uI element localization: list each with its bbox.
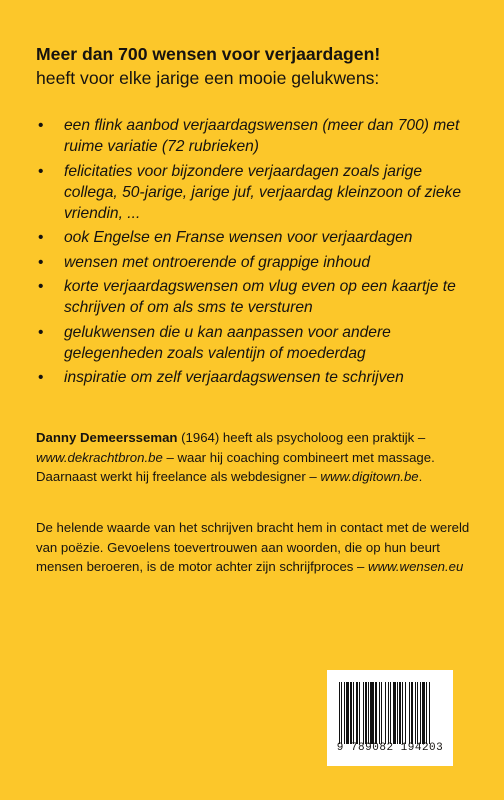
author-bio-poetry (36, 518, 476, 577)
bio-text-1: (1964) heeft als psycholoog een praktijk – (177, 430, 426, 445)
barcode-bar (409, 682, 410, 744)
barcode-bar (375, 682, 377, 744)
website-link-wensen: www.wensen.eu (368, 559, 464, 574)
list-item (36, 322, 476, 365)
bullet-icon: • (38, 278, 44, 296)
heading-block (36, 42, 476, 90)
barcode-bar (399, 682, 401, 744)
bio-text-2: – waar hij coaching combineert met massage. Daarnaast werkt hij freelance als webdesigner – (36, 449, 435, 484)
barcode-bar (344, 682, 345, 744)
list-item-text: felicitaties voor bijzondere verjaardagen zoals jarige collega, 50-jarige, jarige juf, verjaardag kleinzoon of zieke vriendin, ... (64, 162, 462, 223)
bullet-icon: • (38, 323, 44, 341)
list-item-text: korte verjaardagswensen om vlug even op een kaartje te schrijven of om als sms te versturen (64, 278, 456, 317)
barcode-bar (429, 682, 430, 744)
barcode-bar (415, 682, 416, 744)
website-link-digitown: www.digitown.be (320, 469, 419, 484)
barcode-bar (346, 682, 349, 744)
barcode-bar (350, 682, 352, 744)
list-item (36, 252, 476, 273)
barcode-bar (365, 682, 367, 744)
bullet-icon: • (38, 162, 44, 180)
bullet-icon: • (38, 369, 44, 387)
barcode-bar (405, 682, 406, 744)
barcode-bar (368, 682, 369, 744)
barcode-bar (359, 682, 360, 744)
bullet-icon: • (38, 253, 44, 271)
barcode-bar (390, 682, 391, 744)
list-item-text: ook Engelse en Franse wensen voor verjaardagen (64, 229, 413, 247)
bio2-text: De helende waarde van het schrijven bracht hem in contact met de wereld van poëzie. Gevoelens toevertrouwen aan woorden, die op hun beurt mensen beroeren, is de motor achter zijn schrijfproces – (36, 520, 470, 574)
barcode-bar (381, 682, 382, 744)
list-item-text: inspiratie om zelf verjaardagswensen te schrijven (64, 369, 404, 387)
barcode-bar (397, 682, 398, 744)
barcode-bar (411, 682, 413, 744)
barcode-bar (363, 682, 364, 744)
bullet-icon: • (38, 229, 44, 247)
barcode-bar (402, 682, 403, 744)
list-item (36, 367, 476, 388)
list-item (36, 276, 476, 319)
feature-list (36, 115, 476, 392)
barcode-bar (370, 682, 374, 744)
author-bio (36, 428, 476, 487)
bullet-icon: • (38, 117, 44, 134)
list-item-text: een flink aanbod verjaardagswensen (meer dan 700) met ruime variatie (72 rubrieken) (64, 117, 460, 156)
barcode-bar (356, 682, 358, 744)
barcode-bar (341, 682, 342, 744)
barcode-bar (353, 682, 354, 744)
barcode-bar (388, 682, 389, 744)
barcode-bar (426, 682, 427, 744)
heading-subtitle: heeft voor elke jarige een mooie gelukwens: (36, 68, 380, 88)
list-item-text: gelukwensen die u kan aanpassen voor andere gelegenheden zoals valentijn of moederdag (64, 323, 391, 362)
isbn-digits: 9 789082 194203 (336, 742, 444, 754)
barcode-bar (420, 682, 421, 744)
author-name: Danny Demeersseman (36, 430, 178, 445)
list-item (36, 227, 476, 248)
barcode-bar (379, 682, 380, 744)
barcode-bar (339, 682, 340, 744)
barcode-bar (393, 682, 396, 744)
list-item (36, 161, 476, 225)
barcode-bar (385, 682, 386, 744)
heading-title: Meer dan 700 wensen voor verjaardagen! (36, 44, 381, 64)
bio-text-3: . (418, 469, 423, 484)
barcode-bar (422, 682, 425, 744)
website-link-krachtbron: www.dekrachtbron.be (36, 449, 163, 465)
isbn-barcode (327, 670, 453, 766)
list-item-text: wensen met ontroerende of grappige inhoud (64, 253, 371, 271)
list-item (36, 115, 476, 158)
barcode-bars (339, 682, 441, 744)
barcode-bar (417, 682, 418, 744)
